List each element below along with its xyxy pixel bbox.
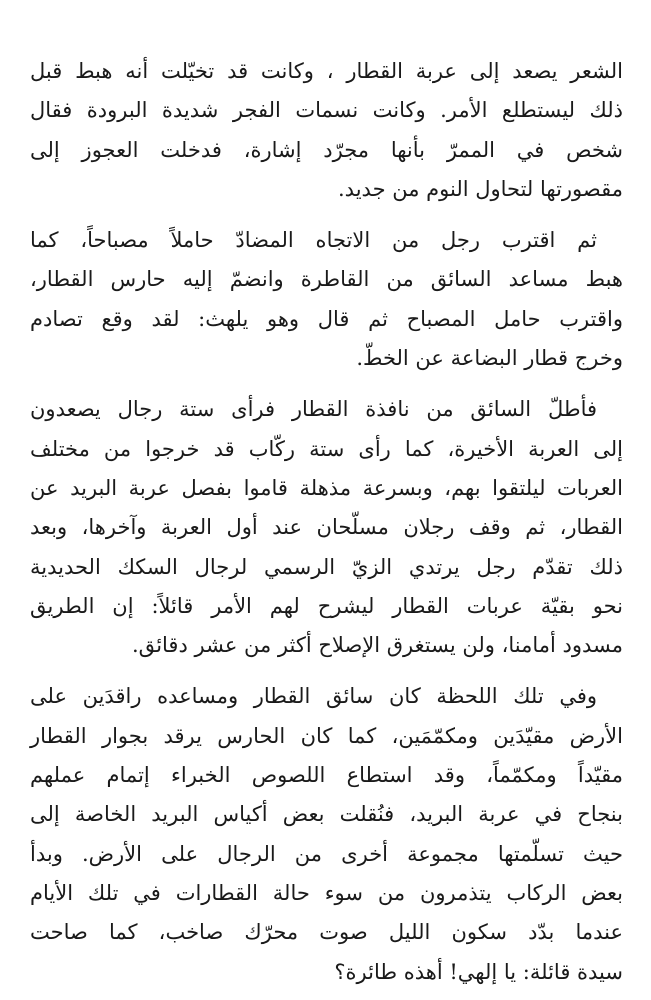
text-line: الأرض مقيّدَين ومكمّمَين، كما كان الحارس يرقد بجوار القطار (30, 723, 623, 748)
text-line: ذلك ليستطلع الأمر. وكانت نسمات الفجر شديدة البرودة فقال (30, 98, 623, 123)
paragraph-2 (30, 221, 623, 378)
text-line: ثم اقترب رجل من الاتجاه المضادّ حاملاً مصباحاً، كما (30, 228, 597, 253)
paragraph-spacer (30, 665, 623, 677)
text-line: وخرج قطار البضاعة عن الخطّ. (356, 346, 623, 371)
text-line: بعض الركاب يتذمرون من سوء حالة القطارات في تلك الأيام (30, 880, 623, 905)
text-line: شخص في الممرّ بأنها مجرّد إشارة، فدخلت العجوز إلى (30, 137, 623, 162)
paragraph-4 (30, 677, 623, 991)
text-line: مقيّداً ومكمّماً، وقد استطاع اللصوص الخبراء إتمام عملهم (30, 763, 623, 788)
text-line: إلى العربة الأخيرة، كما رأى ستة ركّاب قد خرجوا من مختلف (30, 436, 623, 461)
text-line: وفي تلك اللحظة كان سائق القطار ومساعده راقدَين على (30, 684, 597, 709)
text-line: ذلك تقدّم رجل يرتدي الزيّ الرسمي لرجال السكك الحديدية (30, 554, 623, 579)
paragraph-spacer (30, 209, 623, 221)
paragraph-3 (30, 390, 623, 665)
text-line: هبط مساعد السائق من القاطرة وانضمّ إليه حارس القطار، (30, 267, 623, 292)
text-line: مسدود أمامنا، ولن يستغرق الإصلاح أكثر من عشر دقائق. (132, 633, 623, 658)
text-line: الشعر يصعد إلى عربة القطار ، وكانت قد تخيّلت أنه هبط قبل (30, 59, 623, 83)
paragraph-spacer (30, 378, 623, 390)
text-line: سيدة قائلة: يا إلهي! أهذه طائرة؟ (334, 959, 623, 984)
text-line: بنجاح في عربة البريد، فنُقلت بعض أكياس البريد الخاصة إلى (30, 802, 623, 827)
text-line: حيث تسلّمتها مجموعة أخرى من الرجال على الأرض. وبدأ (30, 841, 623, 866)
text-line: عندما بدّد سكون الليل صوت محرّك صاخب، كما صاحت (30, 920, 623, 945)
text-line: العربات ليلتقوا بهم، وبسرعة مذهلة قاموا بفصل عربة البريد عن (30, 475, 623, 500)
paragraph-1 (30, 52, 623, 209)
text-line: نحو بقيّة عربات القطار ليشرح لهم الأمر قائلاً: إن الطريق (30, 593, 623, 618)
text-line: واقترب حامل المصباح ثم قال وهو يلهث: لقد وقع تصادم (30, 306, 623, 331)
text-line: القطار، ثم وقف رجلان مسلّحان عند أول العربة وآخرها، وبعد (30, 515, 623, 540)
text-line: فأطلّ السائق من نافذة القطار فرأى ستة رجال يصعدون (30, 397, 597, 422)
text-line: مقصورتها لتحاول النوم من جديد. (338, 176, 623, 201)
